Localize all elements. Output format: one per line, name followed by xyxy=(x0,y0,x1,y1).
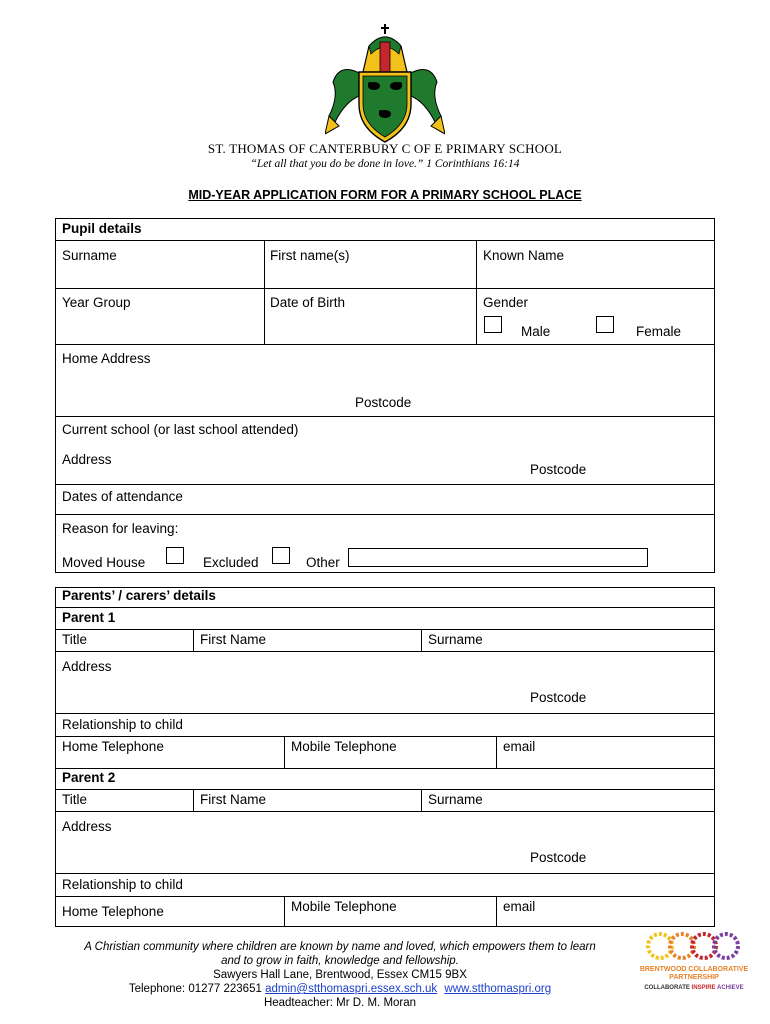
pupil-details-heading: Pupil details xyxy=(62,221,142,236)
year-group-label: Year Group xyxy=(62,295,131,310)
first-names-label: First name(s) xyxy=(270,248,350,263)
parent2-mobile-tel-label: Mobile Telephone xyxy=(291,899,397,914)
dob-label: Date of Birth xyxy=(270,295,346,310)
parent1-email-label: email xyxy=(503,739,536,754)
parent2-email-label: email xyxy=(503,899,536,914)
dates-attendance-label: Dates of attendance xyxy=(62,489,183,504)
parent2-surname-label: Surname xyxy=(428,792,483,807)
parent1-title-label: Title xyxy=(62,632,88,647)
parent1-mobile-tel-label: Mobile Telephone xyxy=(291,739,397,754)
parent2-heading: Parent 2 xyxy=(62,770,116,785)
parents-details-section xyxy=(55,587,715,927)
parent1-postcode-label: Postcode xyxy=(530,690,587,705)
footer-email-link[interactable]: admin@stthomaspri.essex.sch.uk xyxy=(265,983,438,995)
footer-web-link[interactable]: www.stthomaspri.org xyxy=(444,983,552,995)
excluded-label: Excluded xyxy=(203,555,259,570)
footer-headteacher: Headteacher: Mr D. M. Moran xyxy=(263,997,417,1009)
gender-label: Gender xyxy=(483,295,529,310)
footer-contact-line xyxy=(40,982,640,996)
excluded-checkbox[interactable] xyxy=(272,547,290,564)
parent2-postcode-label: Postcode xyxy=(530,850,587,865)
female-checkbox[interactable] xyxy=(596,316,614,333)
school-crest-logo xyxy=(325,24,445,144)
partner-name-line2: PARTNERSHIP xyxy=(669,974,719,981)
current-school-label: Current school (or last school attended) xyxy=(62,422,299,437)
parent2-address-label: Address xyxy=(62,819,112,834)
parent1-home-tel-label: Home Telephone xyxy=(62,739,164,754)
tagline-achieve: ACHIEVE xyxy=(717,985,744,991)
other-reason-field[interactable] xyxy=(348,548,648,567)
footer xyxy=(40,940,640,1010)
parent2-relationship-label: Relationship to child xyxy=(62,877,183,892)
home-postcode-label: Postcode xyxy=(355,395,412,410)
tagline-inspire: INSPIRE xyxy=(691,985,716,991)
other-label: Other xyxy=(306,555,340,570)
footer-telephone: Telephone: 01277 223651 xyxy=(128,983,262,995)
home-address-label: Home Address xyxy=(62,351,151,366)
partner-tagline xyxy=(630,985,758,992)
partner-name-line1: BRENTWOOD COLLABORATIVE xyxy=(639,966,749,973)
male-label: Male xyxy=(521,324,551,339)
school-address-label: Address xyxy=(62,452,112,467)
parent2-home-tel-label: Home Telephone xyxy=(62,904,164,919)
known-name-label: Known Name xyxy=(483,248,565,263)
partner-logo-text xyxy=(630,966,758,982)
parent1-first-name-label: First Name xyxy=(200,632,267,647)
surname-label: Surname xyxy=(62,248,117,263)
tagline-collaborate: COLLABORATE xyxy=(644,985,690,991)
form-title: MID-YEAR APPLICATION FORM FOR A PRIMARY SCHOOL PLACE xyxy=(188,188,582,202)
school-postcode-label: Postcode xyxy=(530,462,587,477)
parent1-address-label: Address xyxy=(62,659,112,674)
school-name: ST. THOMAS OF CANTERBURY C OF E PRIMARY SCHOOL xyxy=(207,141,563,156)
parent1-heading: Parent 1 xyxy=(62,610,116,625)
parent2-first-name-label: First Name xyxy=(200,792,267,807)
parent1-surname-label: Surname xyxy=(428,632,483,647)
parent2-title-label: Title xyxy=(62,792,88,807)
male-checkbox[interactable] xyxy=(484,316,502,333)
reason-leaving-label: Reason for leaving: xyxy=(62,521,179,536)
school-motto: “Let all that you do be done in love.” 1 Corinthians 16:14 xyxy=(250,158,520,170)
parent1-relationship-label: Relationship to child xyxy=(62,717,183,732)
moved-house-label: Moved House xyxy=(62,555,146,570)
footer-mission-line1: A Christian community where children are known by name and loved, which empowers them to learn xyxy=(84,941,596,953)
female-label: Female xyxy=(636,324,682,339)
footer-mission-line2: and to grow in faith, knowledge and fellowship. xyxy=(221,955,459,967)
moved-house-checkbox[interactable] xyxy=(166,547,184,564)
parents-details-heading: Parents’ / carers’ details xyxy=(62,588,216,603)
footer-address: Sawyers Hall Lane, Brentwood, Essex CM15 9BX xyxy=(213,969,467,981)
